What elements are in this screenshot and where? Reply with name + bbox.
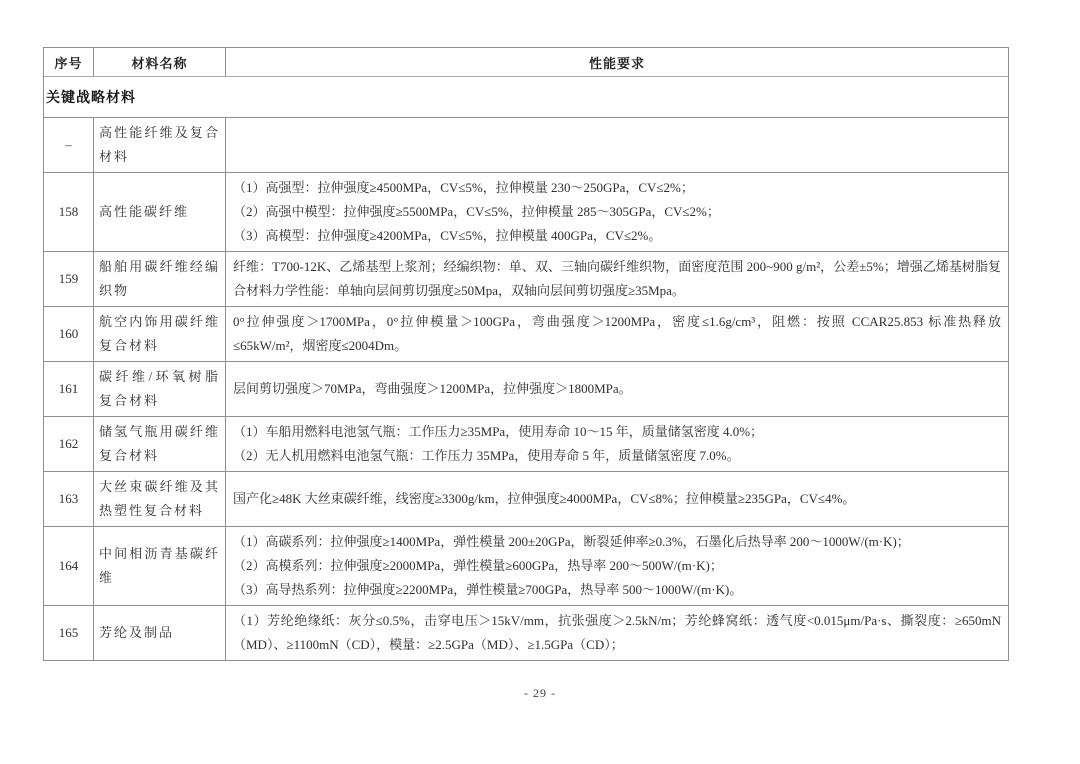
serial-number-cell: 159 [44,252,94,306]
performance-requirements-cell [226,173,1008,251]
material-name-cell: 高性能碳纤维 [94,173,226,251]
performance-requirements-cell [226,472,1008,526]
header-serial-number: 序号 [44,48,94,76]
requirement-line: 层间剪切强度＞70MPa，弯曲强度＞1200MPa，拉伸强度＞1800MPa。 [233,381,632,396]
table-row [44,526,1008,605]
requirement-line: （1）高碳系列：拉伸强度≥1400MPa，弹性模量 200±20GPa，断裂延伸率≥0.3%，石墨化后热导率 200～1000W/(m·K)； [233,534,910,549]
section-title: 关键战略材料 [46,91,136,106]
table-row [44,605,1008,660]
material-name-cell: 储氢气瓶用碳纤维复合材料 [94,417,226,471]
performance-requirements-cell [226,606,1008,660]
serial-number-cell: 165 [44,606,94,660]
performance-requirements-cell [226,527,1008,605]
serial-number-cell: 164 [44,527,94,605]
material-name-cell: 高性能纤维及复合材料 [94,118,226,172]
table-row [44,416,1008,471]
table-row [44,306,1008,361]
material-name-cell: 航空内饰用碳纤维复合材料 [94,307,226,361]
table-row [44,117,1008,172]
serial-number-cell: 160 [44,307,94,361]
requirement-line: 国产化≥48K 大丝束碳纤维，线密度≥3300g/km，拉伸强度≥4000MPa，CV≤8%；拉伸模量≥235GPa，CV≤4%。 [233,491,856,506]
serial-number-cell: 158 [44,173,94,251]
performance-requirements-cell [226,362,1008,416]
requirement-line: （3）高导热系列：拉伸强度≥2200MPa，弹性模量≥700GPa，热导率 500～1000W/(m·K)。 [233,582,743,597]
table-header-row [44,48,1008,76]
requirement-line: （2）高模系列：拉伸强度≥2000MPa，弹性模量≥600GPa，热导率 200～500W/(m·K)； [233,558,723,573]
page-number: - 29 - [524,686,556,700]
material-name-cell: 船舶用碳纤维经编织物 [94,252,226,306]
material-name-cell: 碳纤维/环氧树脂复合材料 [94,362,226,416]
requirement-line: 纤维：T700-12K、乙烯基型上浆剂；经编织物：单、双、三轴向碳纤维织物，面密度范围 200~900 g/m²，公差±5%；增强乙烯基树脂复合材料力学性能：单轴向层间剪切强度≥50Mpa，双轴向层间剪切强度≥35Mpa。 [233,259,1001,298]
serial-number-cell: 163 [44,472,94,526]
performance-requirements-cell [226,417,1008,471]
performance-requirements-cell [226,252,1008,306]
header-performance-requirements: 性能要求 [588,55,645,71]
material-name-cell: 大丝束碳纤维及其热塑性复合材料 [94,472,226,526]
requirement-line: （1）芳纶绝缘纸：灰分≤0.5%，击穿电压＞15kV/mm，抗张强度＞2.5kN/m；芳纶蜂窝纸：透气度<0.015μm/Pa·s、撕裂度：≥650mN（MD）、≥1100mN（CD），模量：≥2.5GPa（MD）、≥1.5GPa（CD）； [233,613,1001,652]
serial-number-cell: 161 [44,362,94,416]
table-row [44,172,1008,251]
performance-requirements-cell [226,118,1008,172]
table-row [44,471,1008,526]
header-material-name: 材料名称 [94,48,226,76]
materials-table [43,47,1009,661]
material-name-cell: 中间相沥青基碳纤维 [94,527,226,605]
table-rows [44,117,1008,660]
performance-requirements-cell [226,307,1008,361]
requirement-line: （1）高强型：拉伸强度≥4500MPa，CV≤5%，拉伸模量 230～250GPa，CV≤2%； [233,180,694,195]
requirement-line: 0°拉伸强度＞1700MPa，0°拉伸模量＞100GPa，弯曲强度＞1200MPa，密度≤1.6g/cm³，阻燃：按照 CCAR25.853 标准热释放≤65kW/m²，烟密度≤2004Dm。 [233,314,1001,353]
material-name-cell: 芳纶及制品 [94,606,226,660]
serial-number-cell: 162 [44,417,94,471]
table-row [44,361,1008,416]
requirement-line: （2）无人机用燃料电池氢气瓶：工作压力 35MPa，使用寿命 5 年，质量储氢密度 7.0%。 [233,448,740,463]
requirement-line: （2）高强中模型：拉伸强度≥5500MPa，CV≤5%，拉伸模量 285～305GPa，CV≤2%； [233,204,720,219]
requirement-line: （1）车船用燃料电池氢气瓶：工作压力≥35MPa，使用寿命 10～15 年，质量储氢密度 4.0%； [233,424,764,439]
section-header-row [44,76,1008,117]
table-row [44,251,1008,306]
requirement-line: （3）高模型：拉伸强度≥4200MPa，CV≤5%，拉伸模量 400GPa，CV≤2%。 [233,228,662,243]
serial-number-cell: – [44,118,94,172]
